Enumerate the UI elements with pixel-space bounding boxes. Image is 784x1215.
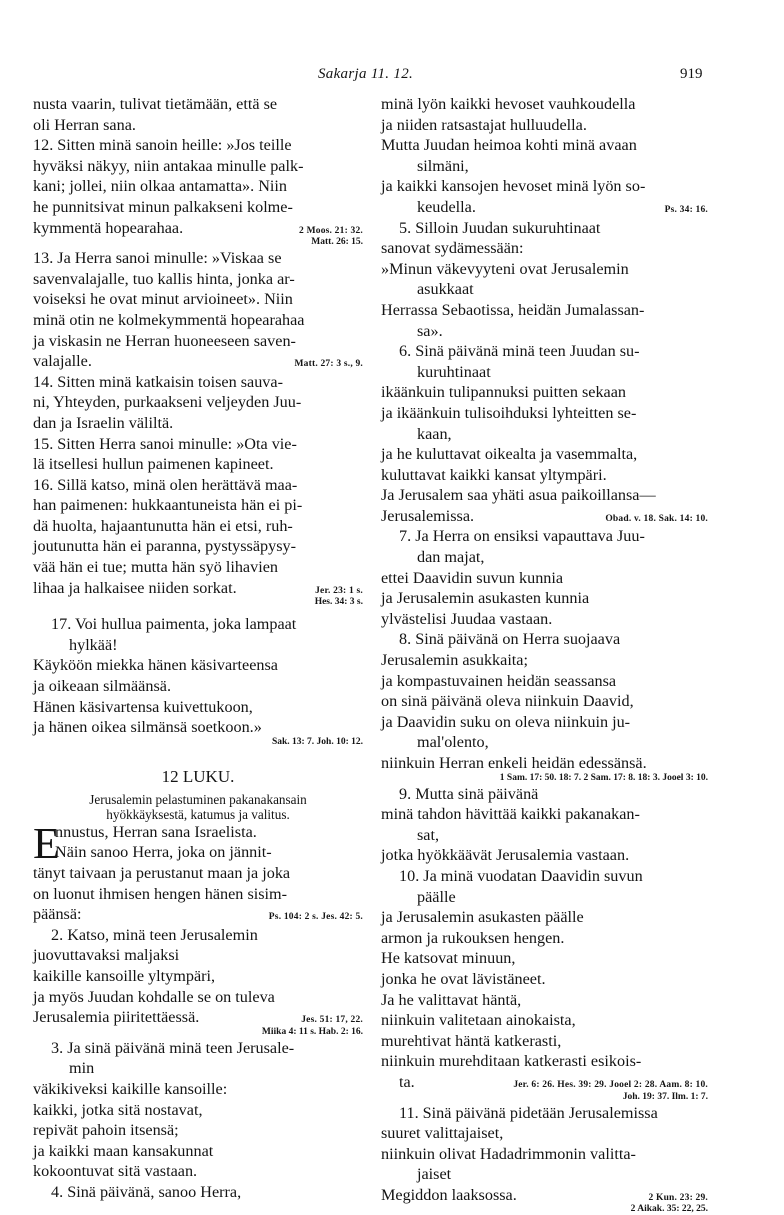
text-line: oli Herran sana. [33, 115, 136, 134]
verse-line: silmäni, [417, 156, 469, 175]
line-text: päänsä: [33, 905, 82, 924]
text-line-with-reference [33, 578, 363, 599]
verse-line: 17. Voi hullua paimenta, joka lampaat [51, 615, 297, 634]
cross-reference: Jer. 23: 1 s. [315, 585, 363, 596]
text-line-with-reference [381, 1185, 708, 1206]
verse-line: ja kaikki kansojen hevoset minä lyön so- [381, 177, 646, 196]
text-line: han paimenen: hukkaantuneista hän ei pi- [33, 496, 303, 515]
verse-line: Jerusalemin asukkaita; [381, 651, 528, 670]
verse-line: jaiset [417, 1165, 452, 1184]
line-text: valajalle. [33, 352, 92, 371]
verse-line: kuruhtinaat [417, 362, 491, 381]
verse-line: asukkaat [417, 280, 474, 299]
page-header [0, 64, 784, 88]
text-line: vää hän ei tue; mutta hän syö lihavien [33, 558, 278, 577]
verse-line: ja Jerusalemin asukasten kunnia [381, 589, 590, 608]
verse-line: kaikille kansoille yltympäri, [33, 966, 216, 985]
verse-line: jonka he ovat lävistäneet. [381, 969, 546, 988]
left-column [33, 94, 363, 1203]
verse-line: on sinä päivänä oleva niinkuin Daavid, [381, 692, 634, 711]
line-text: keudella. [417, 197, 476, 216]
verse-line: ja he kuluttavat oikealta ja vasemmalta, [381, 445, 638, 464]
verse-line: minä tahdon hävittää kaikki pakanakan- [381, 805, 640, 824]
verse-line: päälle [417, 887, 456, 906]
cross-reference: Obad. v. 18. Sak. 14: 10. [605, 513, 708, 524]
chapter-summary: Jerusalemin pelastuminen pakanakansain [89, 791, 307, 807]
verse-line: väkikiveksi kaikille kansoille: [33, 1079, 228, 1098]
cross-reference: Jes. 51: 17, 22. [301, 1015, 363, 1026]
verse-line: sa». [417, 321, 443, 340]
verse-line: Ja he valittavat häntä, [381, 990, 522, 1009]
text-line: nnustus, Herran sana Israelista. [55, 822, 257, 841]
verse-line: ja Jerusalemin asukasten päälle [381, 908, 584, 927]
cross-reference: 2 Kun. 23: 29. [648, 1192, 708, 1203]
verse-line: ja hänen oikea silmänsä soetkoon.» [33, 718, 262, 737]
verse-line: ja kompastuvainen heidän seassansa [381, 671, 617, 690]
verse-line: ja Daavidin suku on oleva niinkuin ju- [381, 712, 631, 731]
verse-line: ikäänkuin tulipannuksi puitten sekaan [381, 383, 627, 402]
verse-line: armon ja rukouksen hengen. [381, 928, 565, 947]
cross-reference: Jer. 6: 26. Hes. 39: 29. Jooel 2: 28. Aam. 8: 10. [513, 1079, 708, 1090]
line-text: Jerusalemia piiritettäessä. [33, 1008, 200, 1027]
cross-reference-text: Miika 4: 11 s. Hab. 2: 16. [261, 1026, 363, 1037]
line-text: Megiddon laaksossa. [381, 1185, 517, 1204]
verse-line: sanovat sydämessään: [381, 239, 524, 258]
page-number: 919 [680, 66, 703, 82]
text-line: he punnitsivat minun palkakseni kolme- [33, 197, 293, 216]
verse-line: 4. Sinä päivänä, sanoo Herra, [51, 1182, 242, 1201]
text-line-with-reference [381, 1072, 708, 1093]
text-line-with-reference [381, 197, 708, 218]
verse-line: hylkää! [69, 635, 118, 654]
verse-line: suuret valittajaiset, [381, 1124, 504, 1143]
verse-line: ja kaikki maan kansakunnat [33, 1141, 214, 1160]
text-line-with-reference [33, 218, 363, 239]
cross-reference-text: Matt. 26: 15. [311, 237, 363, 248]
verse-line: 8. Sinä päivänä on Herra suojaava [399, 630, 621, 649]
verse-line: ja oikeaan silmäänsä. [33, 677, 171, 696]
cross-reference-text: 2 Aikak. 35: 22, 25. [630, 1204, 708, 1215]
verse-line: He katsovat minuun, [381, 949, 516, 968]
drop-cap: E [33, 818, 60, 868]
text-line: ni, Yhteyden, purkaakseni veljeyden Juu- [33, 393, 302, 412]
verse-line: Käyköön miekka hänen käsivarteensa [33, 656, 278, 675]
text-line: tänyt taivaan ja perustanut maan ja joka [33, 864, 291, 882]
text-line: kani; jollei, niin olkaa antamatta». Niin [33, 177, 287, 196]
verse-line: ja niiden ratsastajat hulluudella. [381, 115, 587, 134]
verse-line: 10. Ja minä vuodatan Daavidin suvun [399, 866, 643, 885]
verse-line: sat, [417, 825, 440, 844]
cross-reference-text: Hes. 34: 3 s. [314, 597, 363, 608]
cross-reference: Ps. 104: 2 s. Jes. 42: 5. [268, 912, 363, 923]
verse-line: 2. Katso, minä teen Jerusalemin [51, 925, 258, 944]
verse-line: dan majat, [417, 548, 485, 567]
right-column [381, 94, 708, 1215]
text-line: 12. Sitten minä sanoin heille: »Jos teille [33, 136, 292, 155]
text-line-with-reference [381, 506, 708, 527]
cross-reference-text: Sak. 13: 7. Joh. 10: 12. [271, 736, 363, 747]
verse-line: 9. Mutta sinä päivänä [399, 784, 539, 803]
text-line: joutunutta hän ei paranna, pystyssäpysy- [33, 537, 296, 556]
verse-line: ja myös Juudan kohdalle se on tuleva [33, 987, 275, 1006]
verse-line: ettei Daavidin suvun kunnia [381, 568, 564, 587]
line-text: Jerusalemissa. [381, 506, 475, 525]
verse-line: kokoontuvat sitä vastaan. [33, 1162, 198, 1181]
text-line: savenvalajalle, tuo kallis hinta, jonka ar- [33, 269, 295, 288]
verse-line: mal'olento, [417, 733, 489, 752]
verse-line: juovuttavaksi maljaksi [33, 946, 180, 965]
verse-line: ylvästelisi Juudaa vastaan. [381, 609, 553, 628]
text-line: dan ja Israelin väliltä. [33, 413, 174, 432]
text-line: dä huolta, hajaantunutta hän ei etsi, ruh- [33, 516, 293, 535]
verse-line: »Minun väkevyyteni ovat Jerusalemin [381, 259, 629, 278]
cross-reference-text: Joh. 19: 37. Ilm. 1: 7. [622, 1091, 708, 1102]
verse-line: 7. Ja Herra on ensiksi vapauttava Juu- [399, 527, 645, 546]
text-line: minä otin ne kolmekymmentä hopearahaa [33, 310, 305, 329]
text-line-with-reference [33, 904, 363, 925]
line-text: kymmentä hopearahaa. [33, 218, 184, 237]
text-line: 16. Sillä katso, minä olen herättävä maa- [33, 475, 298, 494]
verse-line: jotka hyökkäävät Jerusalemia vastaan. [381, 846, 630, 865]
verse-line: murehtivat häntä katkerasti, [381, 1031, 562, 1050]
text-line: lä itsellesi hullun paimenen kapineet. [33, 455, 274, 474]
chapter-opening [33, 818, 363, 868]
verse-line: 11. Sinä päivänä pidetään Jerusalemissa [399, 1103, 658, 1122]
verse-line: minä lyön kaikki hevoset vauhkoudella [381, 95, 636, 113]
verse-line: niinkuin murehditaan katkerasti esikois- [381, 1052, 642, 1071]
verse-line: repivät pahoin itsensä; [33, 1121, 179, 1140]
verse-line: niinkuin valitetaan ainokaista, [381, 1011, 576, 1030]
verse-line: Ja Jerusalem saa yhäti asua paikoillansa— [381, 486, 656, 505]
line-text: lihaa ja halkaisee niiden sorkat. [33, 578, 237, 597]
verse-line: niinkuin Herran enkeli heidän edessänsä. [381, 754, 647, 772]
chapter-title: 12 LUKU. [161, 766, 235, 786]
text-line-with-reference [33, 351, 363, 372]
line-text: ta. [399, 1072, 415, 1091]
chapter-summary: hyökkäyksestä, katumus ja valitus. [106, 806, 290, 822]
text-line: ja viskasin ne Herran huoneeseen saven- [33, 331, 296, 350]
text-line: 14. Sitten minä katkaisin toisen sauva- [33, 372, 283, 391]
verse-line: Mutta Juudan heimoa kohti minä avaan [381, 136, 637, 155]
text-line: hyväksi näkyy, niin antakaa minulle palk- [33, 156, 304, 175]
verse-line: min [69, 1059, 95, 1078]
text-line: 15. Sitten Herra sanoi minulle: »Ota vie- [33, 434, 297, 453]
cross-reference: Matt. 27: 3 s., 9. [294, 359, 363, 370]
verse-line: 3. Ja sinä päivänä minä teen Jerusale- [51, 1038, 295, 1057]
cross-reference-text: 1 Sam. 17: 50. 18: 7. 2 Sam. 17: 8. 18: 3. Jooel 3: 10. [499, 772, 708, 783]
text-line: on luonut ihmisen hengen hänen sisim- [33, 884, 288, 903]
verse-line: Herrassa Sebaotissa, heidän Jumalassan- [381, 300, 645, 319]
verse-line: kaan, [417, 424, 452, 443]
verse-line: kuluttavat kaikki kansat yltympäri. [381, 465, 607, 484]
running-title: Sakarja 11. 12. [318, 66, 414, 82]
text-line: nusta vaarin, tulivat tietämään, että se [33, 95, 278, 113]
cross-reference: 2 Moos. 21: 32. [299, 225, 363, 236]
verse-line: 6. Sinä päivänä minä teen Juudan su- [399, 342, 640, 361]
text-line: 13. Ja Herra sanoi minulle: »Viskaa se [33, 249, 282, 268]
text-line: voiseksi he ovat minut arvioineet». Niin [33, 290, 293, 309]
verse-line: 5. Silloin Juudan sukuruhtinaat [399, 218, 601, 237]
verse-line: kaikki, jotka sitä nostavat, [33, 1100, 203, 1119]
verse-line: ja ikäänkuin tulisoihduksi lyhteitten se- [381, 403, 637, 422]
text-line: Näin sanoo Herra, joka on jännit- [55, 843, 272, 862]
verse-line: niinkuin olivat Hadadrimmonin valitta- [381, 1144, 636, 1163]
verse-line: Hänen käsivartensa kuivettukoon, [33, 697, 253, 716]
text-line-with-reference [33, 1007, 363, 1028]
cross-reference: Ps. 34: 16. [664, 204, 708, 215]
